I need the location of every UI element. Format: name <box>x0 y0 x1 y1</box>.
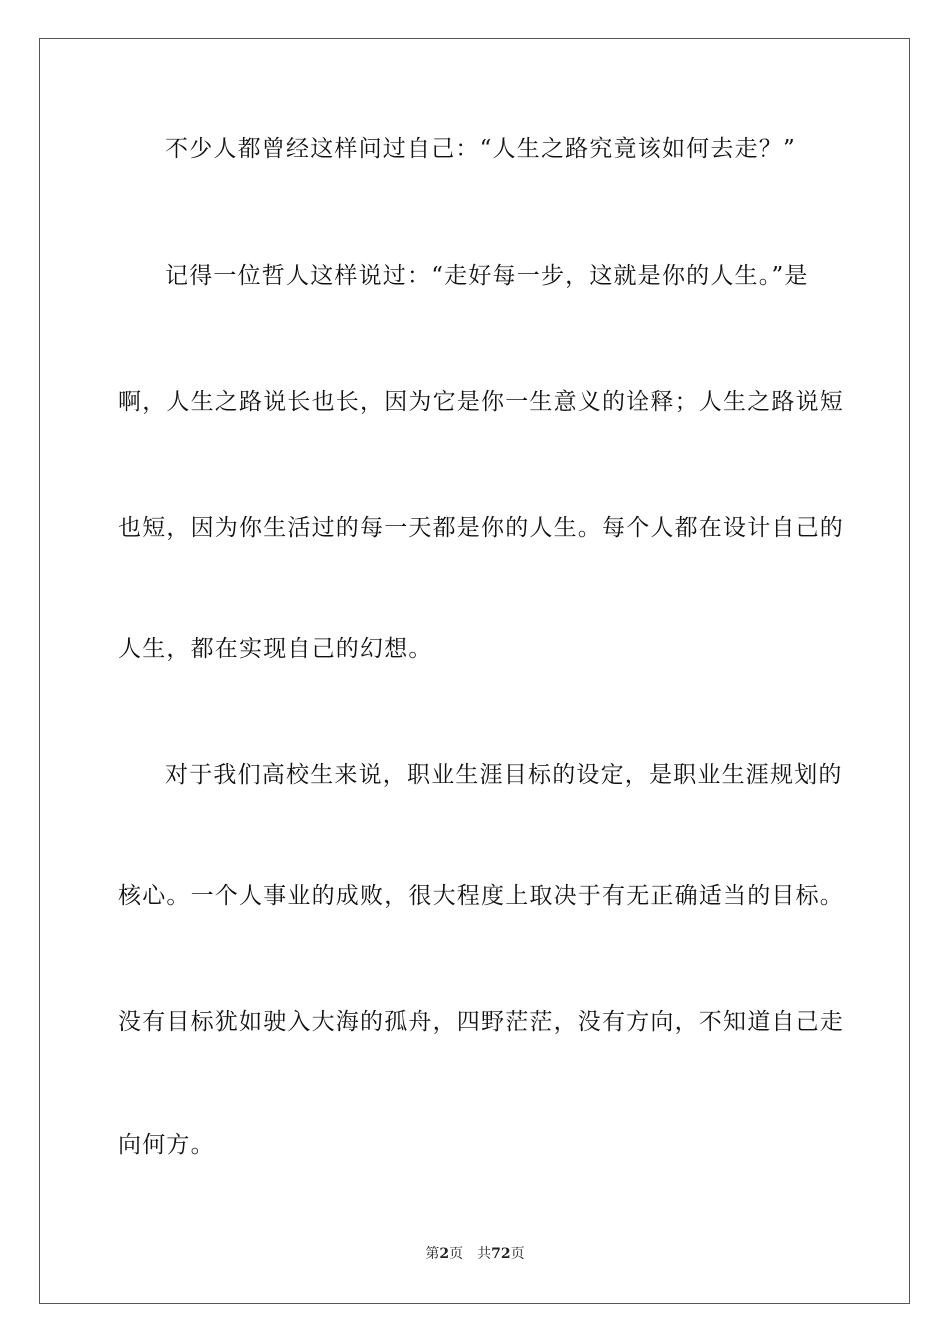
page-suffix: 页 <box>449 1246 464 1262</box>
paragraph-2-line-2: 啊，人生之路说长也长，因为它是你一生意义的诠释；人生之路说短 <box>118 389 844 415</box>
paragraph-3-line-4: 向何方。 <box>118 1132 215 1158</box>
paragraph-1-line-1: 不少人都曾经这样问过自己：“人生之路究竟该如何去走？” <box>165 136 796 162</box>
paragraph-3-line-3: 没有目标犹如驶入大海的孤舟，四野茫茫，没有方向，不知道自己走 <box>118 1009 844 1035</box>
page-border <box>39 38 910 1304</box>
total-pages: 72 <box>491 1246 511 1262</box>
paragraph-2-line-1: 记得一位哲人这样说过：“走好每一步，这就是你的人生。”是 <box>165 263 809 289</box>
page-footer <box>0 1244 950 1264</box>
paragraph-2-line-4: 人生，都在实现自己的幻想。 <box>118 636 433 662</box>
paragraph-3-line-1: 对于我们高校生来说，职业生涯目标的设定，是职业生涯规划的 <box>165 762 843 788</box>
page-number: 2 <box>439 1246 450 1262</box>
paragraph-2-line-3: 也短，因为你生活过的每一天都是你的人生。每个人都在设计自己的 <box>118 515 844 541</box>
total-prefix: 共 <box>477 1246 492 1262</box>
page-prefix: 第 <box>425 1246 440 1262</box>
total-suffix: 页 <box>510 1246 525 1262</box>
paragraph-3-line-2: 核心。一个人事业的成败，很大程度上取决于有无正确适当的目标。 <box>118 883 844 909</box>
